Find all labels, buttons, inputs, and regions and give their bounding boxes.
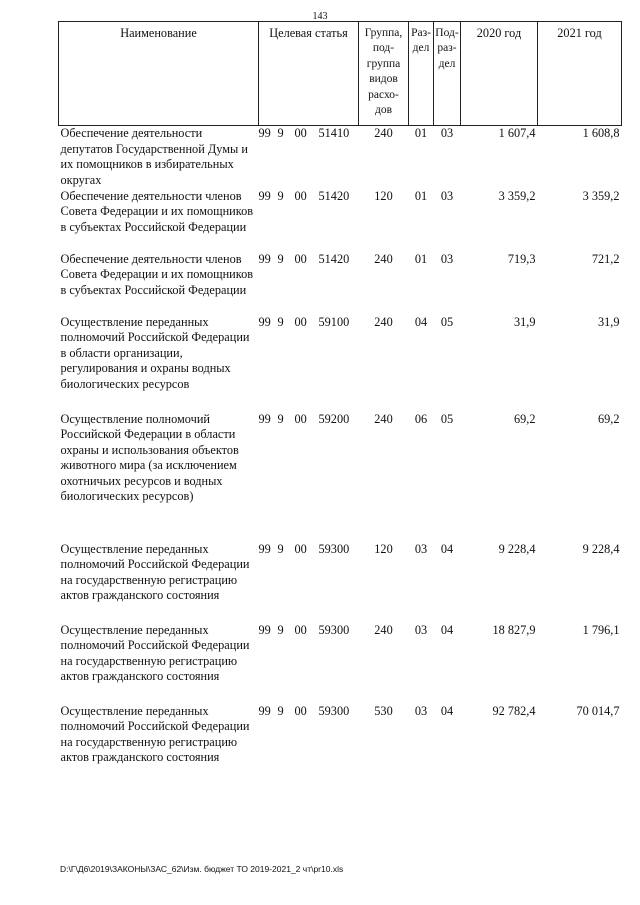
row-target (259, 315, 359, 412)
target-part: 99 (258, 188, 271, 203)
row-section: 01 (414, 188, 428, 203)
row-2021: 9 228,4 (582, 541, 620, 556)
target-part: 59200 (318, 411, 350, 426)
table-row (59, 126, 622, 189)
row-name: Обеспечение деятельности членов Совета Федерации и их помощников в субъектах Российской Федерации (60, 251, 254, 297)
table-row (59, 252, 622, 315)
budget-table (58, 21, 622, 785)
target-part: 9 (277, 126, 284, 140)
header-section: Раз-дел (409, 22, 434, 126)
row-section: 03 (414, 622, 428, 637)
page-number: 143 (312, 11, 328, 22)
table-row (59, 704, 622, 785)
target-part: 51410 (318, 126, 350, 140)
row-name: Обеспечение деятельности членов Совета Федерации и их помощников в субъектах Российской Федерации (60, 188, 254, 234)
row-target (259, 542, 359, 623)
row-name: Осуществление переданных полномочий Российской Федерации на государственную регистрацию актов гражданского состояния (60, 541, 250, 603)
table-row (59, 315, 622, 412)
target-part: 59300 (318, 703, 350, 718)
row-2021: 721,2 (591, 251, 620, 266)
row-target (259, 412, 359, 542)
header-target: Целевая статья (259, 22, 359, 126)
row-name: Осуществление полномочий Российской Федерации в области охраны и использования объектов животного мира (за исключением охотничьих ресурсов и водных биологических ресурсов) (60, 411, 239, 504)
row-2021: 1 796,1 (582, 622, 620, 637)
target-part: 99 (258, 126, 271, 140)
row-2020: 1 607,4 (498, 126, 536, 140)
target-part: 00 (294, 251, 307, 266)
row-2020: 69,2 (513, 411, 536, 426)
row-subsection: 05 (440, 411, 454, 426)
row-subsection: 05 (440, 314, 454, 329)
target-part: 99 (258, 411, 271, 426)
row-group: 240 (374, 314, 393, 329)
row-2021: 3 359,2 (582, 188, 620, 203)
target-part: 00 (294, 126, 307, 140)
row-group: 120 (374, 188, 393, 203)
target-part: 9 (277, 703, 284, 718)
row-target (259, 252, 359, 315)
target-part: 99 (258, 622, 271, 637)
file-path-footer: D:\Г\Д6\2019\ЗАКОНЫ\ЗАС_62\Изм. бюджет ТО 2019-2021_2 чт\pr10.xls (60, 864, 344, 874)
target-part: 99 (258, 703, 271, 718)
row-subsection: 03 (440, 126, 454, 140)
header-name: Наименование (59, 22, 259, 126)
target-part: 99 (258, 314, 271, 329)
row-group: 530 (374, 703, 393, 718)
row-group: 240 (374, 622, 393, 637)
row-group: 240 (374, 126, 393, 140)
row-name: Осуществление переданных полномочий Российской Федерации в области организации, регулирования и охраны водных биологических ресурсов (60, 314, 250, 391)
row-2021: 69,2 (597, 411, 620, 426)
header-subsection: Под-раз-дел (434, 22, 461, 126)
row-name: Осуществление переданных полномочий Российской Федерации на государственную регистрацию актов гражданского состояния (60, 703, 250, 765)
row-subsection: 03 (440, 251, 454, 266)
row-target (259, 704, 359, 785)
row-2021: 31,9 (597, 314, 620, 329)
table-row (59, 189, 622, 252)
row-section: 01 (414, 251, 428, 266)
row-subsection: 03 (440, 188, 454, 203)
row-target (259, 126, 359, 189)
target-part: 99 (258, 541, 271, 556)
row-2020: 92 782,4 (492, 703, 536, 718)
target-part: 00 (294, 314, 307, 329)
row-2021: 1 608,8 (582, 126, 620, 140)
target-part: 59300 (318, 541, 350, 556)
row-section: 04 (414, 314, 428, 329)
row-target (259, 189, 359, 252)
row-name: Осуществление переданных полномочий Российской Федерации на государственную регистрацию актов гражданского состояния (60, 622, 250, 684)
row-subsection: 04 (440, 703, 454, 718)
table-row (59, 542, 622, 623)
row-section: 03 (414, 541, 428, 556)
row-2020: 719,3 (507, 251, 536, 266)
target-part: 9 (277, 411, 284, 426)
row-target (259, 623, 359, 704)
target-part: 9 (277, 314, 284, 329)
target-part: 00 (294, 411, 307, 426)
row-section: 03 (414, 703, 428, 718)
row-2021: 70 014,7 (576, 703, 620, 718)
row-2020: 31,9 (513, 314, 536, 329)
target-part: 9 (277, 251, 284, 266)
row-2020: 18 827,9 (492, 622, 536, 637)
target-part: 9 (277, 188, 284, 203)
row-section: 01 (414, 126, 428, 140)
target-part: 00 (294, 622, 307, 637)
row-group: 240 (374, 251, 393, 266)
header-2021: 2021 год (538, 22, 622, 126)
row-name: Обеспечение деятельности депутатов Государственной Думы и их помощников в избирательных округах (60, 126, 248, 187)
row-group: 120 (374, 541, 393, 556)
header-2020: 2020 год (461, 22, 538, 126)
header-group: Группа, под-группа видов расхо-дов (359, 22, 409, 126)
target-part: 00 (294, 703, 307, 718)
target-part: 99 (258, 251, 271, 266)
row-subsection: 04 (440, 541, 454, 556)
row-2020: 3 359,2 (498, 188, 536, 203)
target-part: 51420 (318, 251, 350, 266)
target-part: 9 (277, 622, 284, 637)
table-row (59, 412, 622, 542)
row-2020: 9 228,4 (498, 541, 536, 556)
budget-table-container (58, 21, 621, 785)
row-section: 06 (414, 411, 428, 426)
table-header-row (59, 22, 622, 126)
target-part: 9 (277, 541, 284, 556)
row-group: 240 (374, 411, 393, 426)
target-part: 00 (294, 188, 307, 203)
target-part: 00 (294, 541, 307, 556)
table-row (59, 623, 622, 704)
target-part: 59100 (318, 314, 350, 329)
row-subsection: 04 (440, 622, 454, 637)
target-part: 59300 (318, 622, 350, 637)
target-part: 51420 (318, 188, 350, 203)
